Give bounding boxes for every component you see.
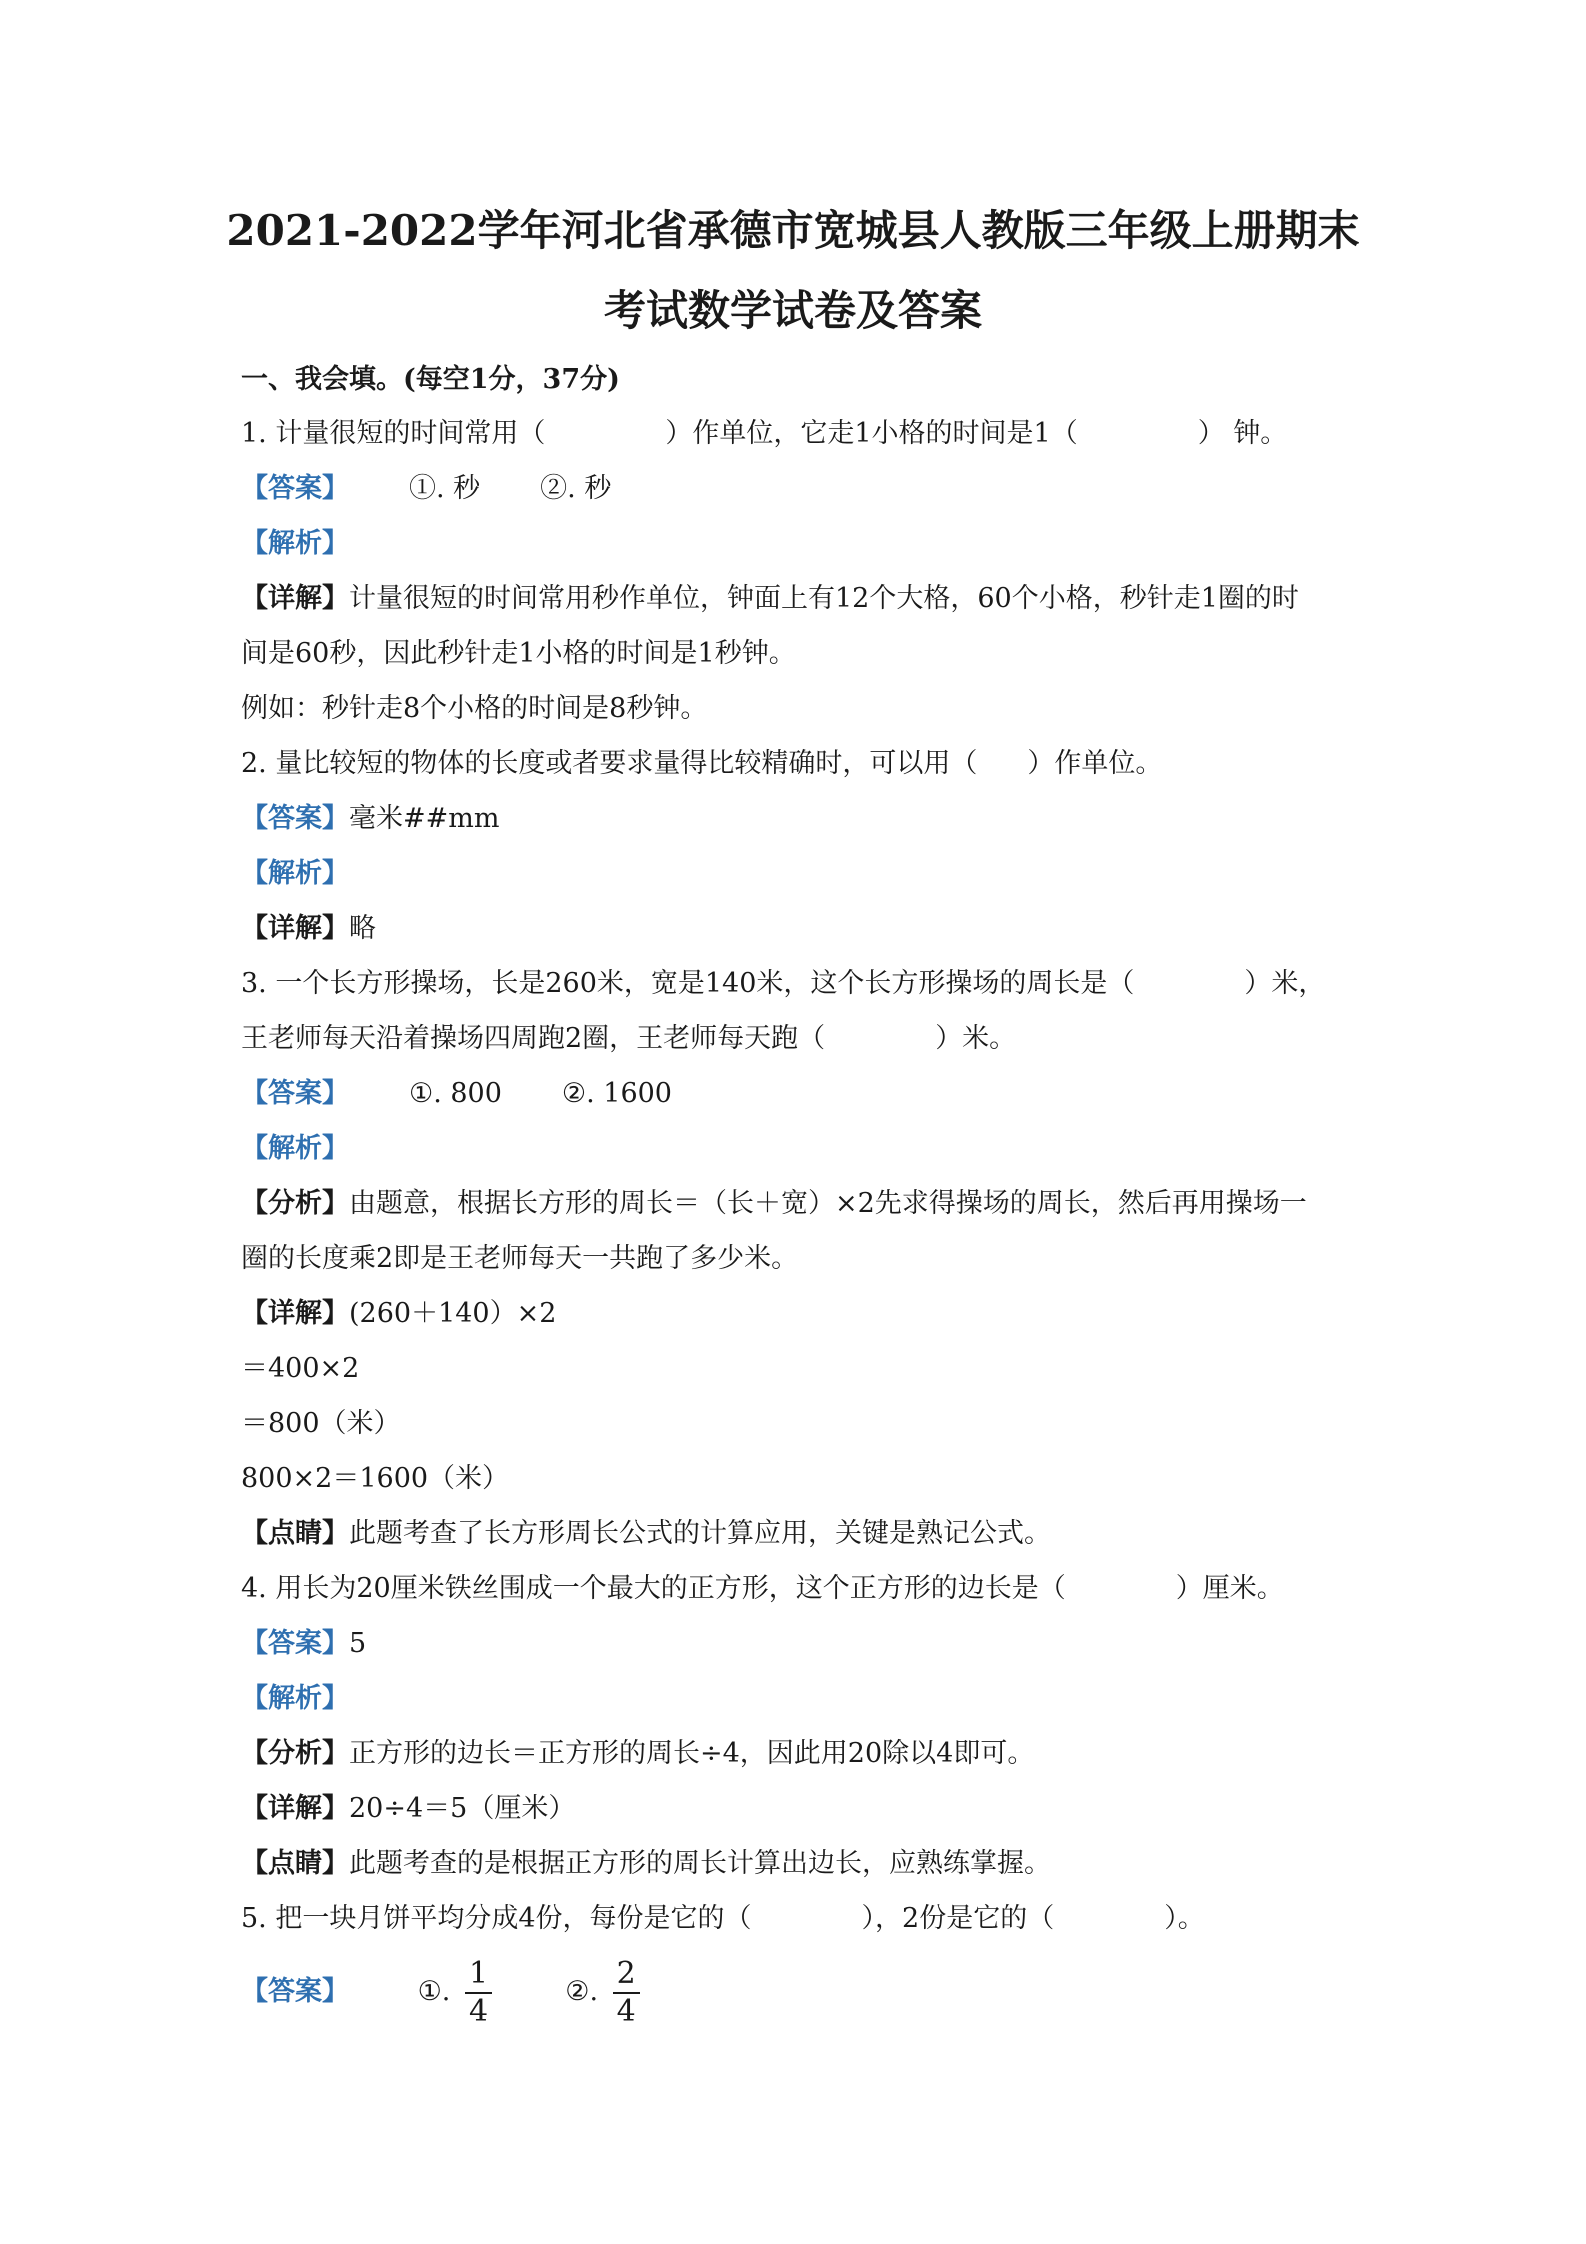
- question-1: 1. 计量很短的时间常用（ ）作单位，它走1小格的时间是1（ ） 钟。: [241, 418, 1288, 449]
- analysis-3-line2: 圈的长度乘2即是王老师每天一共跑了多少米。: [241, 1243, 799, 1274]
- comment-4: 【点睛】此题考查的是根据正方形的周长计算出边长，应熟练掌握。: [241, 1848, 1051, 1879]
- analysis-3-line1: 【分析】由题意，根据长方形的周长＝（长＋宽）×2先求得操场的周长，然后再用操场一: [241, 1188, 1307, 1219]
- detail-3-line2: ＝400×2: [241, 1353, 360, 1384]
- detail-2: 【详解】略: [241, 913, 376, 944]
- detail-1-line2: 间是60秒，因此秒针走1小格的时间是1秒钟。: [241, 638, 796, 669]
- section-heading: 一、我会填。(每空1分，37分): [241, 364, 620, 395]
- answer-3: 【答案】 ①. 800 ②. 1600: [241, 1078, 672, 1109]
- answer-4: 【答案】5: [241, 1628, 367, 1659]
- analysis-4: 【分析】正方形的边长＝正方形的周长÷4，因此用20除以4即可。: [241, 1738, 1035, 1769]
- answer-1: 【答案】 ①. 秒 ②. 秒: [241, 473, 612, 504]
- question-4: 4. 用长为20厘米铁丝围成一个最大的正方形，这个正方形的边长是（ ）厘米。: [241, 1573, 1284, 1604]
- analysis-tag-2: 【解析】: [241, 858, 349, 889]
- analysis-tag-1: 【解析】: [241, 528, 349, 559]
- question-5: 5. 把一块月饼平均分成4份，每份是它的（ ），2份是它的（ ）。: [241, 1903, 1205, 1934]
- answer-2: 【答案】毫米##mm: [241, 803, 500, 834]
- question-3-line2: 王老师每天沿着操场四周跑2圈，王老师每天跑（ ）米。: [241, 1023, 1017, 1054]
- document-title-line1: 2021-2022学年河北省承德市宽城县人教版三年级上册期末: [226, 206, 1360, 255]
- question-2: 2. 量比较短的物体的长度或者要求量得比较精确时，可以用（ ）作单位。: [241, 748, 1163, 779]
- detail-4: 【详解】20÷4＝5（厘米）: [241, 1793, 576, 1824]
- comment-3: 【点睛】此题考查了长方形周长公式的计算应用，关键是熟记公式。: [241, 1518, 1051, 1549]
- fraction-two-quarters: $\frac{2}{4}$: [613, 1956, 640, 2030]
- example-1: 例如：秒针走8个小格的时间是8秒钟。: [241, 693, 708, 724]
- fraction-one-quarter: $\frac{1}{4}$: [465, 1956, 492, 2030]
- detail-1-line1: 【详解】计量很短的时间常用秒作单位，钟面上有12个大格，60个小格，秒针走1圈的时: [241, 583, 1299, 614]
- analysis-tag-3: 【解析】: [241, 1133, 349, 1164]
- detail-3-line4: 800×2＝1600（米）: [241, 1463, 510, 1494]
- question-3-line1: 3. 一个长方形操场，长是260米，宽是140米，这个长方形操场的周长是（ ）米，: [241, 968, 1326, 999]
- answer-5: 【答案】 ①. $\frac{1}{4}$ ②. $\frac{2}{4}$: [241, 1952, 646, 2032]
- detail-3-line1: 【详解】(260＋140）×2: [241, 1298, 557, 1329]
- document-title-line2: 考试数学试卷及答案: [603, 286, 982, 335]
- analysis-tag-4: 【解析】: [241, 1683, 349, 1714]
- answer-tag: 【答案】: [241, 473, 349, 504]
- detail-3-line3: ＝800（米）: [241, 1408, 401, 1439]
